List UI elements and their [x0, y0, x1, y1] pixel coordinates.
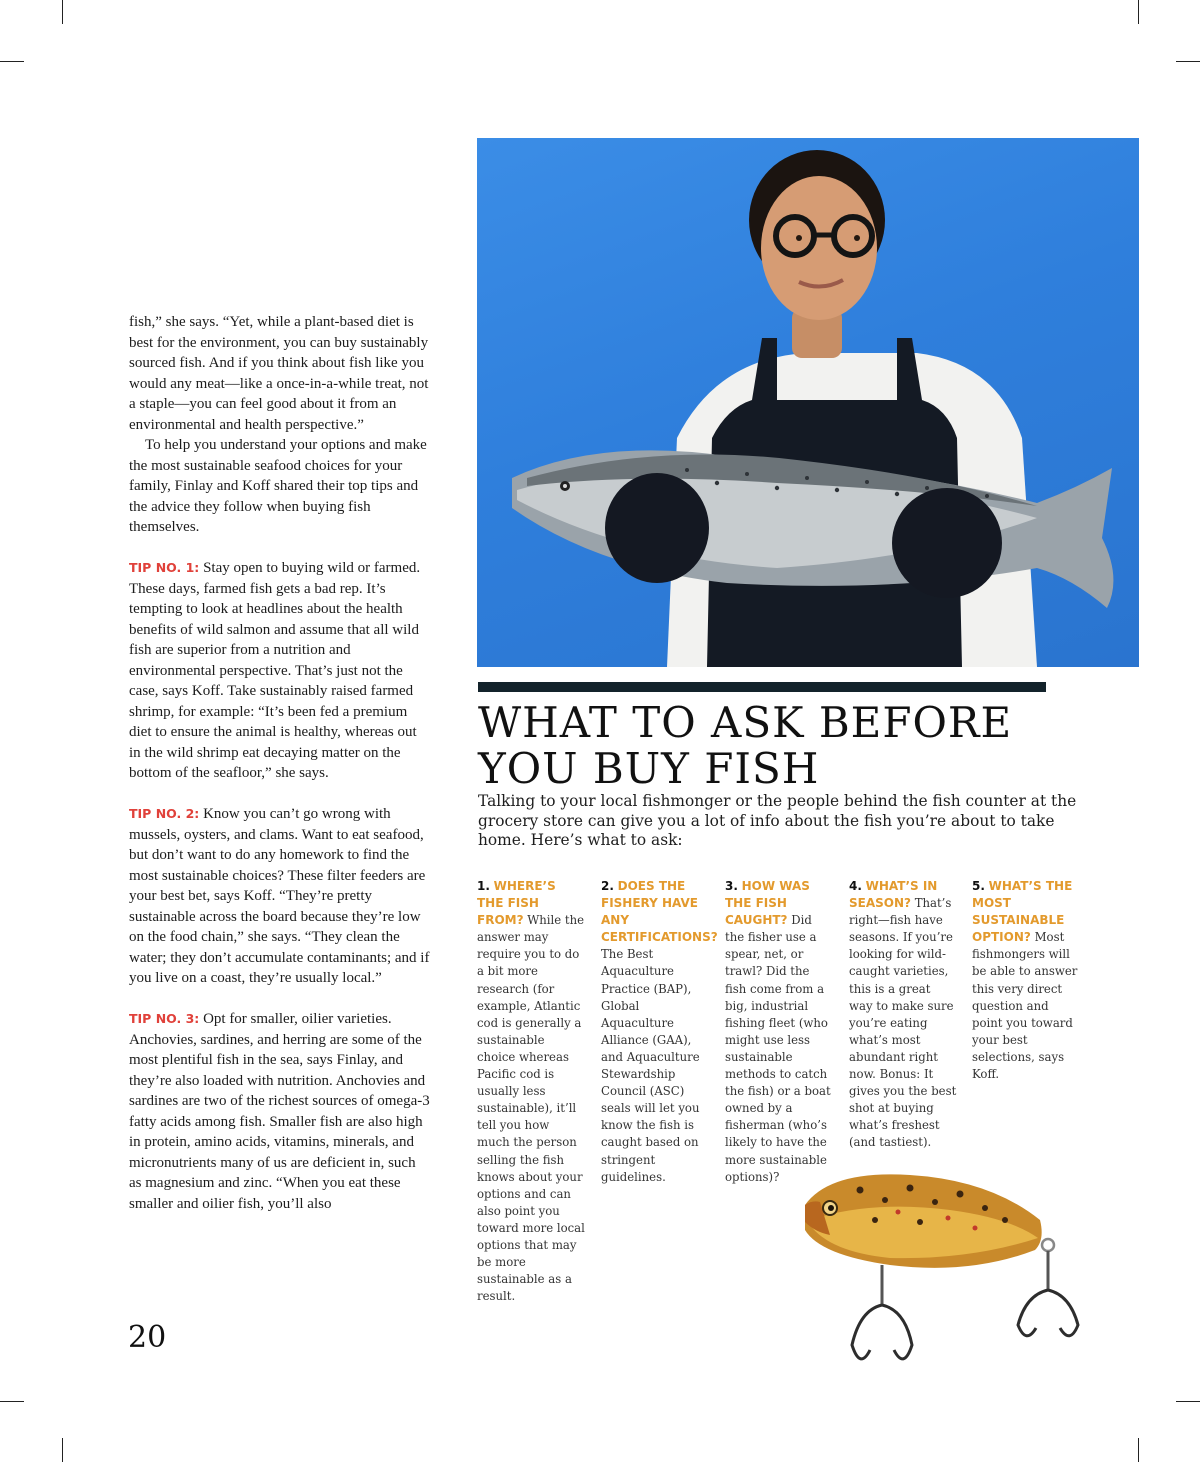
question-number: 4.	[849, 879, 862, 893]
tip-label: TIP NO. 3:	[129, 1011, 200, 1026]
question-column	[601, 878, 718, 1186]
tip-paragraph	[129, 1009, 431, 1214]
crop-mark	[1176, 61, 1200, 62]
body-paragraph: To help you understand your options and make the most sustainable seafood choices for your family, Finlay and Koff shared their top tips and the advice they follow when buying fish themselves.	[129, 437, 427, 535]
crop-mark	[1138, 1438, 1139, 1462]
headline-line: WHAT TO ASK BEFORE	[478, 698, 1013, 747]
question-text: Did the fisher use a spear, net, or trawl? Did the fish come from a big, industrial fishing fleet (who might use less sustainable methods to catch the fish) or a boat owned by a fisherman (who’s likely to have the more sustainable options)?	[725, 913, 831, 1184]
section-rule	[478, 682, 1046, 692]
tip-label: TIP NO. 2:	[129, 806, 200, 821]
fishing-lure-icon	[790, 1160, 1090, 1380]
question-column	[849, 878, 957, 1152]
question-number: 3.	[725, 879, 738, 893]
question-text: The Best Aquaculture Practice (BAP), Global Aquaculture Alliance (GAA), and Aquaculture Stewardship Council (ASC) seals will let you know the fish is caught based on stringent guidelines.	[601, 947, 700, 1184]
question-label: WHERE’S THE FISH FROM?	[477, 879, 556, 928]
question-text: While the answer may require you to do a bit more research (for example, Atlantic cod is generally a sustainable choice whereas Pacific cod is usually less sustainable), it’ll tell you how much the person selling the fish knows about your options and can also point you toward more local options that may be more sustainable as a result.	[477, 913, 585, 1304]
question-column	[725, 878, 833, 1186]
question-text: That’s right—fish have seasons. If you’re looking for wild-caught varieties, this is a great way to make sure you’re eating what’s most abundant right now. Bonus: It gives you the best shot at buying what’s freshest (and tastiest).	[849, 896, 957, 1150]
tip-text: Stay open to buying wild or farmed. These days, farmed fish gets a bad rep. It’s tempting to look at headlines about the health benefits of wild salmon and assume that all wild fish are superior from a nutrition and environmental perspective. That’s just not the case, says Koff. Take sustainably raised farmed shrimp, for example: “It’s been fed a premium diet to ensure the animal is healthy, whereas out in the wild shrimp eat decaying matter on the bottom of the seafloor,” she says.	[129, 560, 421, 781]
crop-mark	[1138, 0, 1139, 24]
salmon-photo-illustration	[477, 138, 1139, 667]
question-column	[972, 878, 1080, 1083]
tip-text: Know you can’t go wrong with mussels, oysters, and clams. Want to eat seafood, but don’t want to do any homework to find the most sustainable choices? These filter feeders are your best bet, says Koff. “They’re pretty sustainable across the board because they’re low on the food chain,” she says. “They clean the water; they don’t accumulate contaminants; and if you live on a coast, they’re usually local.”	[129, 806, 430, 986]
question-number: 1.	[477, 879, 490, 893]
question-label: WHAT’S THE MOST SUSTAINABLE OPTION?	[972, 879, 1073, 945]
question-label: WHAT’S IN SEASON?	[849, 879, 938, 911]
headline-line: YOU BUY FISH	[478, 744, 820, 793]
question-number: 5.	[972, 879, 985, 893]
crop-mark	[62, 0, 63, 24]
crop-mark	[62, 1438, 63, 1462]
question-text: Most fishmongers will be able to answer this very direct question and point you toward your best selections, says Koff.	[972, 930, 1078, 1082]
photo-woman-holding-salmon	[477, 138, 1139, 667]
body-column	[129, 312, 431, 1214]
tip-label: TIP NO. 1:	[129, 560, 200, 575]
sidebar-headline	[478, 700, 1118, 792]
crop-mark	[1176, 1401, 1200, 1402]
crop-mark	[0, 1401, 24, 1402]
tip-text: Opt for smaller, oilier varieties. Anchovies, sardines, and herring are some of the most plentiful fish in the sea, says Finlay, and they’re also loaded with nutrition. Anchovies and sardines are two of the richest sources of omega-3 fatty acids among fish. Smaller fish are also high in protein, amino acids, vitamins, minerals, and micronutrients many of us are deficient in, such as magnesium and zinc. “When you eat these smaller and oilier fish, you’ll also	[129, 1011, 430, 1212]
crop-mark	[0, 61, 24, 62]
page-number: 20	[128, 1320, 167, 1355]
sidebar-intro: Talking to your local fishmonger or the people behind the fish counter at the grocery store can give you a lot of info about the fish you’re about to take home. Here’s what to ask:	[478, 792, 1077, 849]
question-number: 2.	[601, 879, 614, 893]
question-column	[477, 878, 585, 1305]
question-label: DOES THE FISHERY HAVE ANY CERTIFICATIONS?	[601, 879, 718, 945]
tip-paragraph	[129, 558, 431, 784]
tip-paragraph	[129, 804, 431, 989]
question-label: HOW WAS THE FISH CAUGHT?	[725, 879, 810, 928]
fishing-lure-image	[790, 1160, 1090, 1380]
body-paragraph: fish,” she says. “Yet, while a plant-based diet is best for the environment, you can buy sustainably sourced fish. And if you think about fish like you would any meat—like a once-in-a-while treat, not a staple—you can feel good about it from an environmental and health perspective.”	[129, 314, 429, 433]
